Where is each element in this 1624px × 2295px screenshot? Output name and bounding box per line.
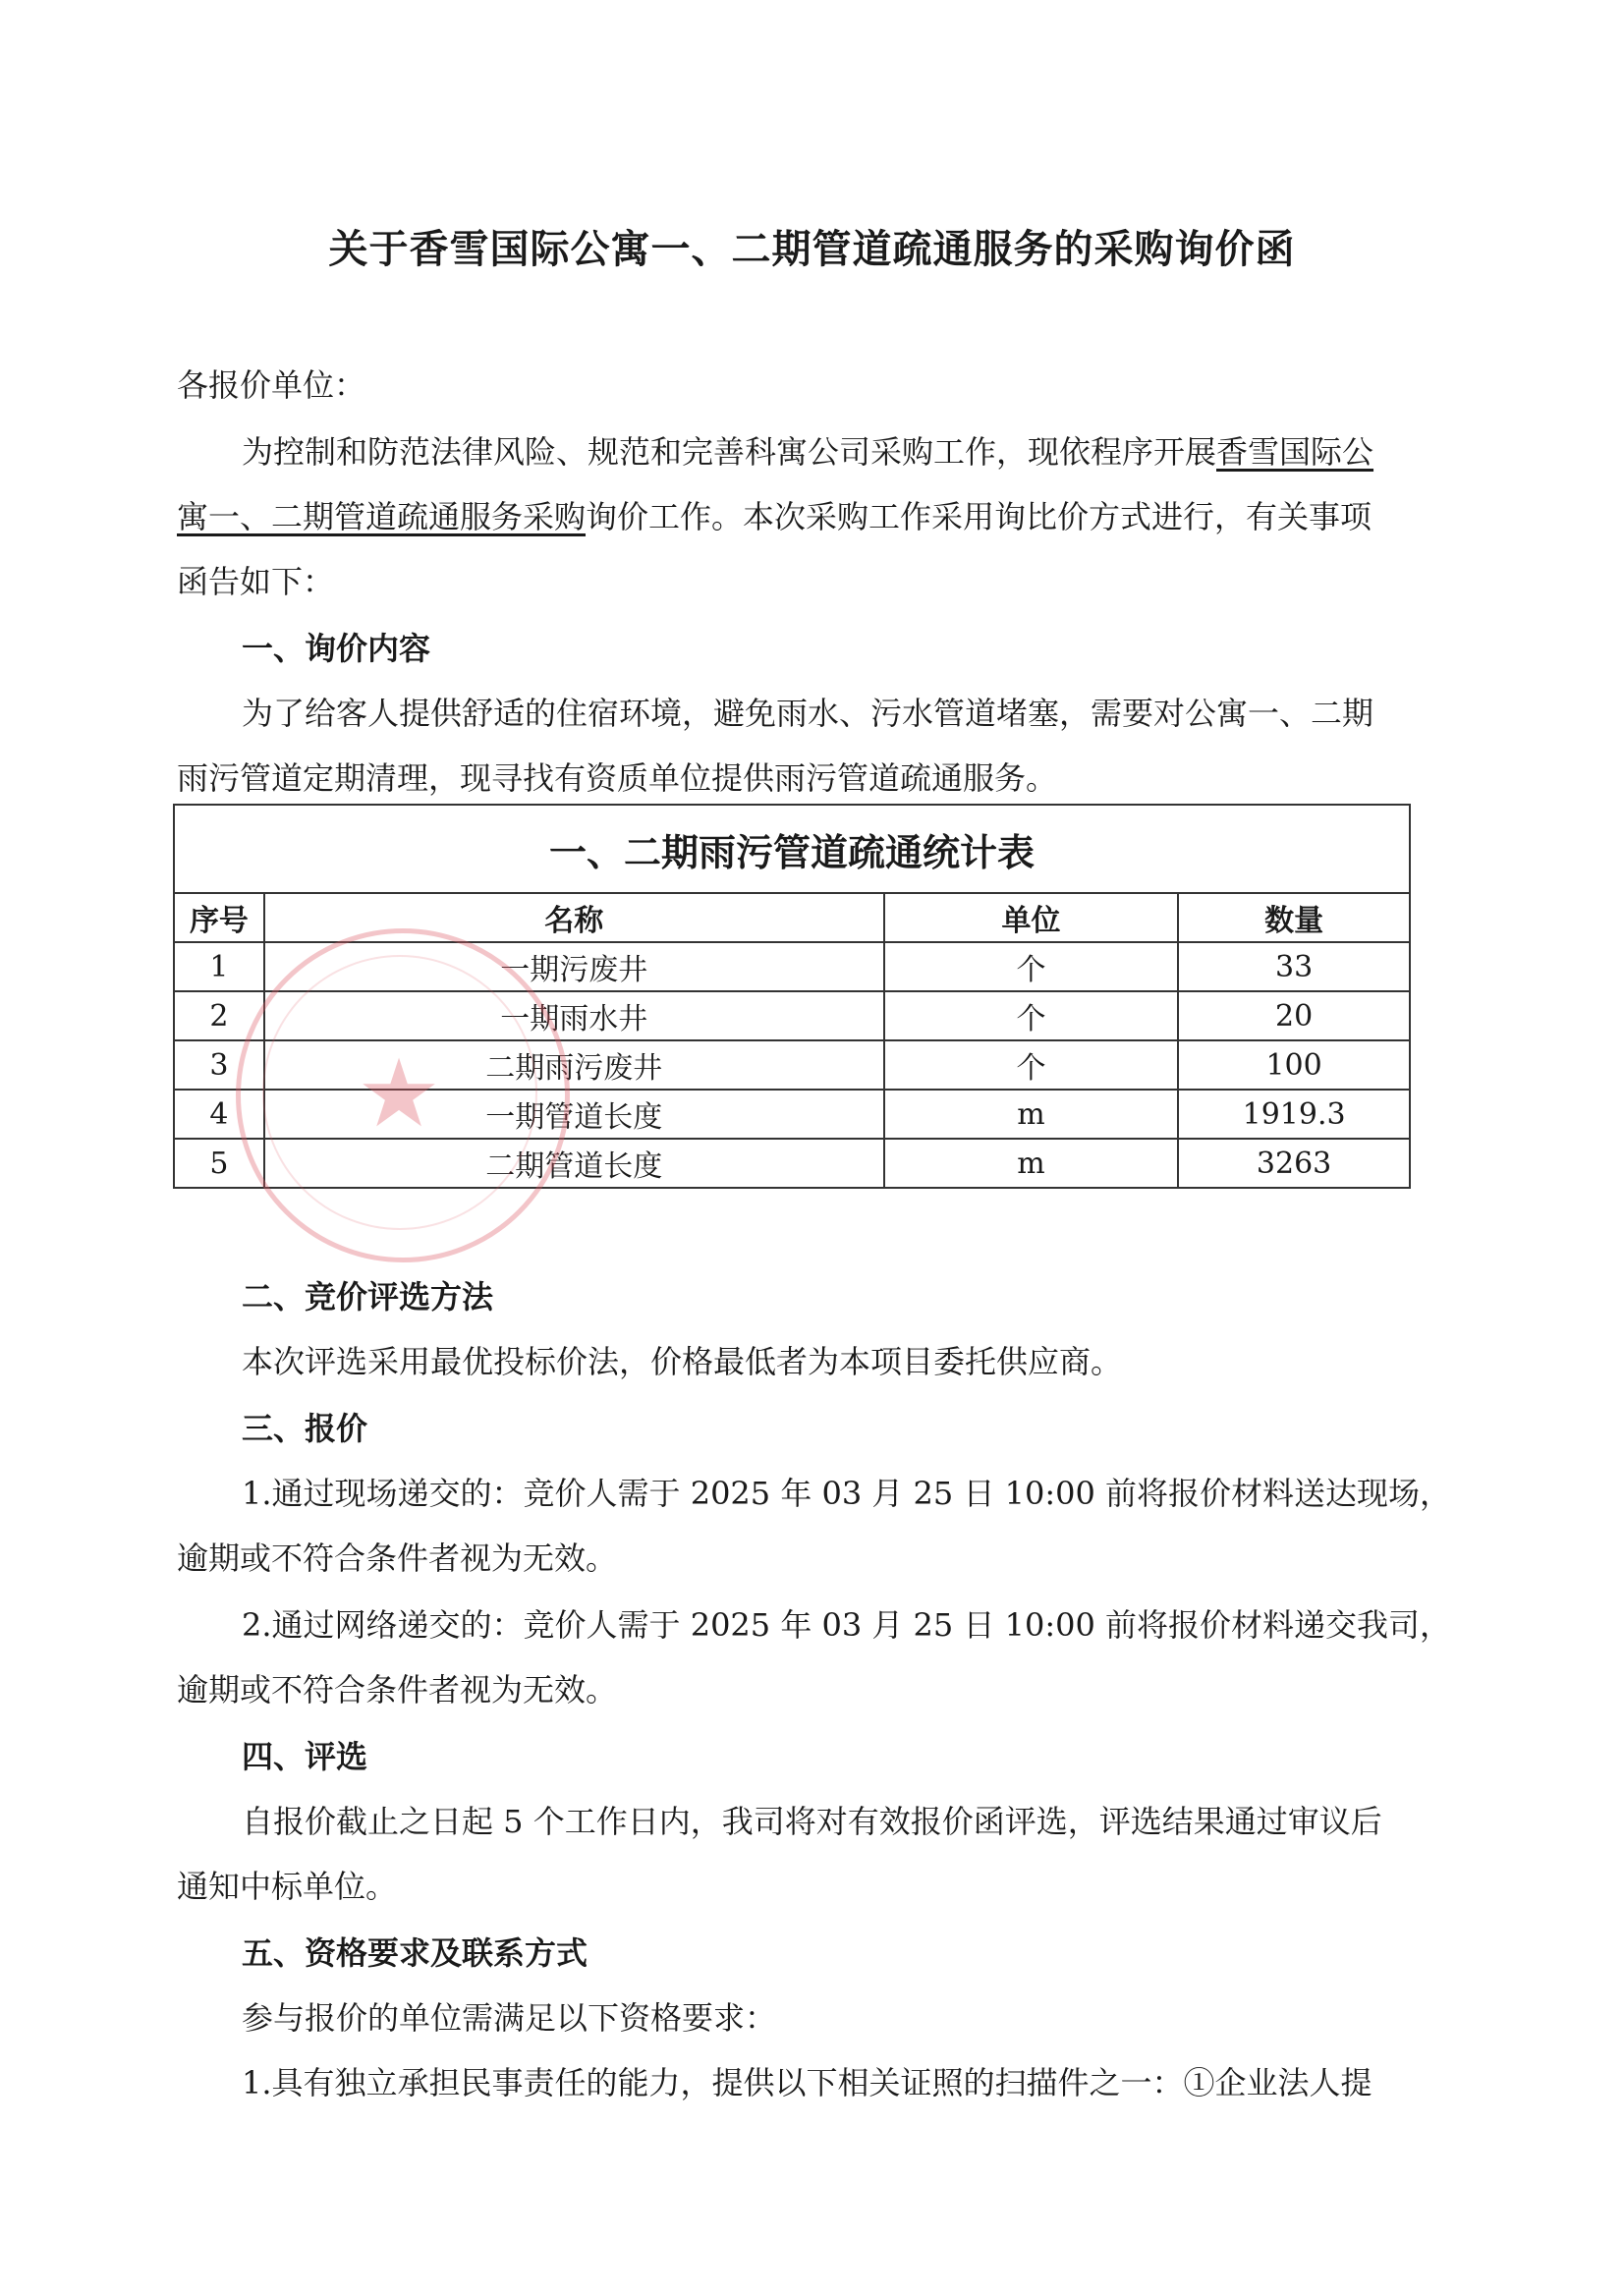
document-title: 关于香雪国际公寓一、二期管道疏通服务的采购询价函	[328, 227, 1296, 272]
cell-name: 二期雨污废井	[264, 1040, 884, 1090]
section-heading-qualification: 五、资格要求及联系方式	[242, 1934, 588, 1972]
cell-unit: 个	[884, 1040, 1178, 1090]
cell-unit: 个	[884, 991, 1178, 1040]
cell-unit: m	[884, 1139, 1178, 1188]
cell-quantity: 100	[1178, 1040, 1410, 1090]
cell-name: 一期雨水井	[264, 991, 884, 1040]
section4-line-2: 通知中标单位。	[177, 1868, 398, 1905]
intro-line-2	[177, 497, 1372, 536]
cell-index: 3	[174, 1040, 264, 1090]
cell-index: 4	[174, 1090, 264, 1139]
cell-index: 5	[174, 1139, 264, 1188]
cell-unit: m	[884, 1090, 1178, 1139]
section-heading-selection: 四、评选	[242, 1738, 368, 1775]
pipe-stats-table	[173, 804, 1411, 1189]
section5-line-2: 1.具有独立承担民事责任的能力，提供以下相关证照的扫描件之一：①企业法人提	[242, 2064, 1372, 2101]
table-row	[174, 1040, 1410, 1090]
project-name-underlined: 香雪国际公	[1216, 433, 1374, 471]
section4-line-1: 自报价截止之日起 5 个工作日内，我司将对有效报价函评选，评选结果通过审议后	[242, 1803, 1382, 1840]
section-heading-evaluation-method: 二、竞价评选方法	[242, 1278, 494, 1315]
header-quantity: 数量	[1178, 893, 1410, 942]
section2-line-1: 本次评选采用最优投标价法，价格最低者为本项目委托供应商。	[242, 1343, 1123, 1380]
seal-star-icon: ★	[357, 1038, 442, 1148]
section3-item2-line-2: 逾期或不符合条件者视为无效。	[177, 1671, 618, 1708]
table-row	[174, 1139, 1410, 1188]
table-row	[174, 1090, 1410, 1139]
intro-line-1	[242, 432, 1373, 472]
cell-quantity: 20	[1178, 991, 1410, 1040]
section3-item1-line-1: 1.通过现场递交的：竞价人需于 2025 年 03 月 25 日 10:00 前将报价材料送达现场，	[242, 1475, 1452, 1512]
cell-name: 一期管道长度	[264, 1090, 884, 1139]
salutation: 各报价单位：	[177, 366, 366, 404]
section1-line-2: 雨污管道定期清理，现寻找有资质单位提供雨污管道疏通服务。	[177, 759, 1058, 797]
cell-index: 2	[174, 991, 264, 1040]
header-index: 序号	[174, 893, 264, 942]
section-heading-quotation: 三、报价	[242, 1410, 368, 1447]
table-caption: 一、二期雨污管道疏通统计表	[174, 805, 1410, 893]
section1-line-1: 为了给客人提供舒适的住宿环境，避免雨水、污水管道堵塞，需要对公寓一、二期	[242, 695, 1374, 732]
cell-name: 二期管道长度	[264, 1139, 884, 1188]
section-heading-inquiry-content: 一、询价内容	[242, 630, 431, 667]
table-header-row	[174, 893, 1410, 942]
cell-quantity: 1919.3	[1178, 1090, 1410, 1139]
header-name: 名称	[264, 893, 884, 942]
intro-text: 为控制和防范法律风险、规范和完善科寓公司采购工作，现依程序开展	[242, 433, 1217, 471]
cell-quantity: 33	[1178, 942, 1410, 991]
table-row	[174, 991, 1410, 1040]
section3-item2-line-1: 2.通过网络递交的：竞价人需于 2025 年 03 月 25 日 10:00 前将报价材料递交我司，	[242, 1606, 1452, 1644]
table-row	[174, 942, 1410, 991]
cell-unit: 个	[884, 942, 1178, 991]
section5-line-1: 参与报价的单位需满足以下资格要求：	[242, 1999, 777, 2037]
intro-line-3: 函告如下：	[177, 563, 335, 600]
cell-index: 1	[174, 942, 264, 991]
cell-name: 一期污废井	[264, 942, 884, 991]
project-name-underlined-cont: 寓一、二期管道疏通服务采购	[177, 498, 587, 535]
section3-item1-line-2: 逾期或不符合条件者视为无效。	[177, 1539, 618, 1577]
header-unit: 单位	[884, 893, 1178, 942]
intro-text-cont: 询价工作。本次采购工作采用询比价方式进行，有关事项	[586, 498, 1372, 535]
cell-quantity: 3263	[1178, 1139, 1410, 1188]
